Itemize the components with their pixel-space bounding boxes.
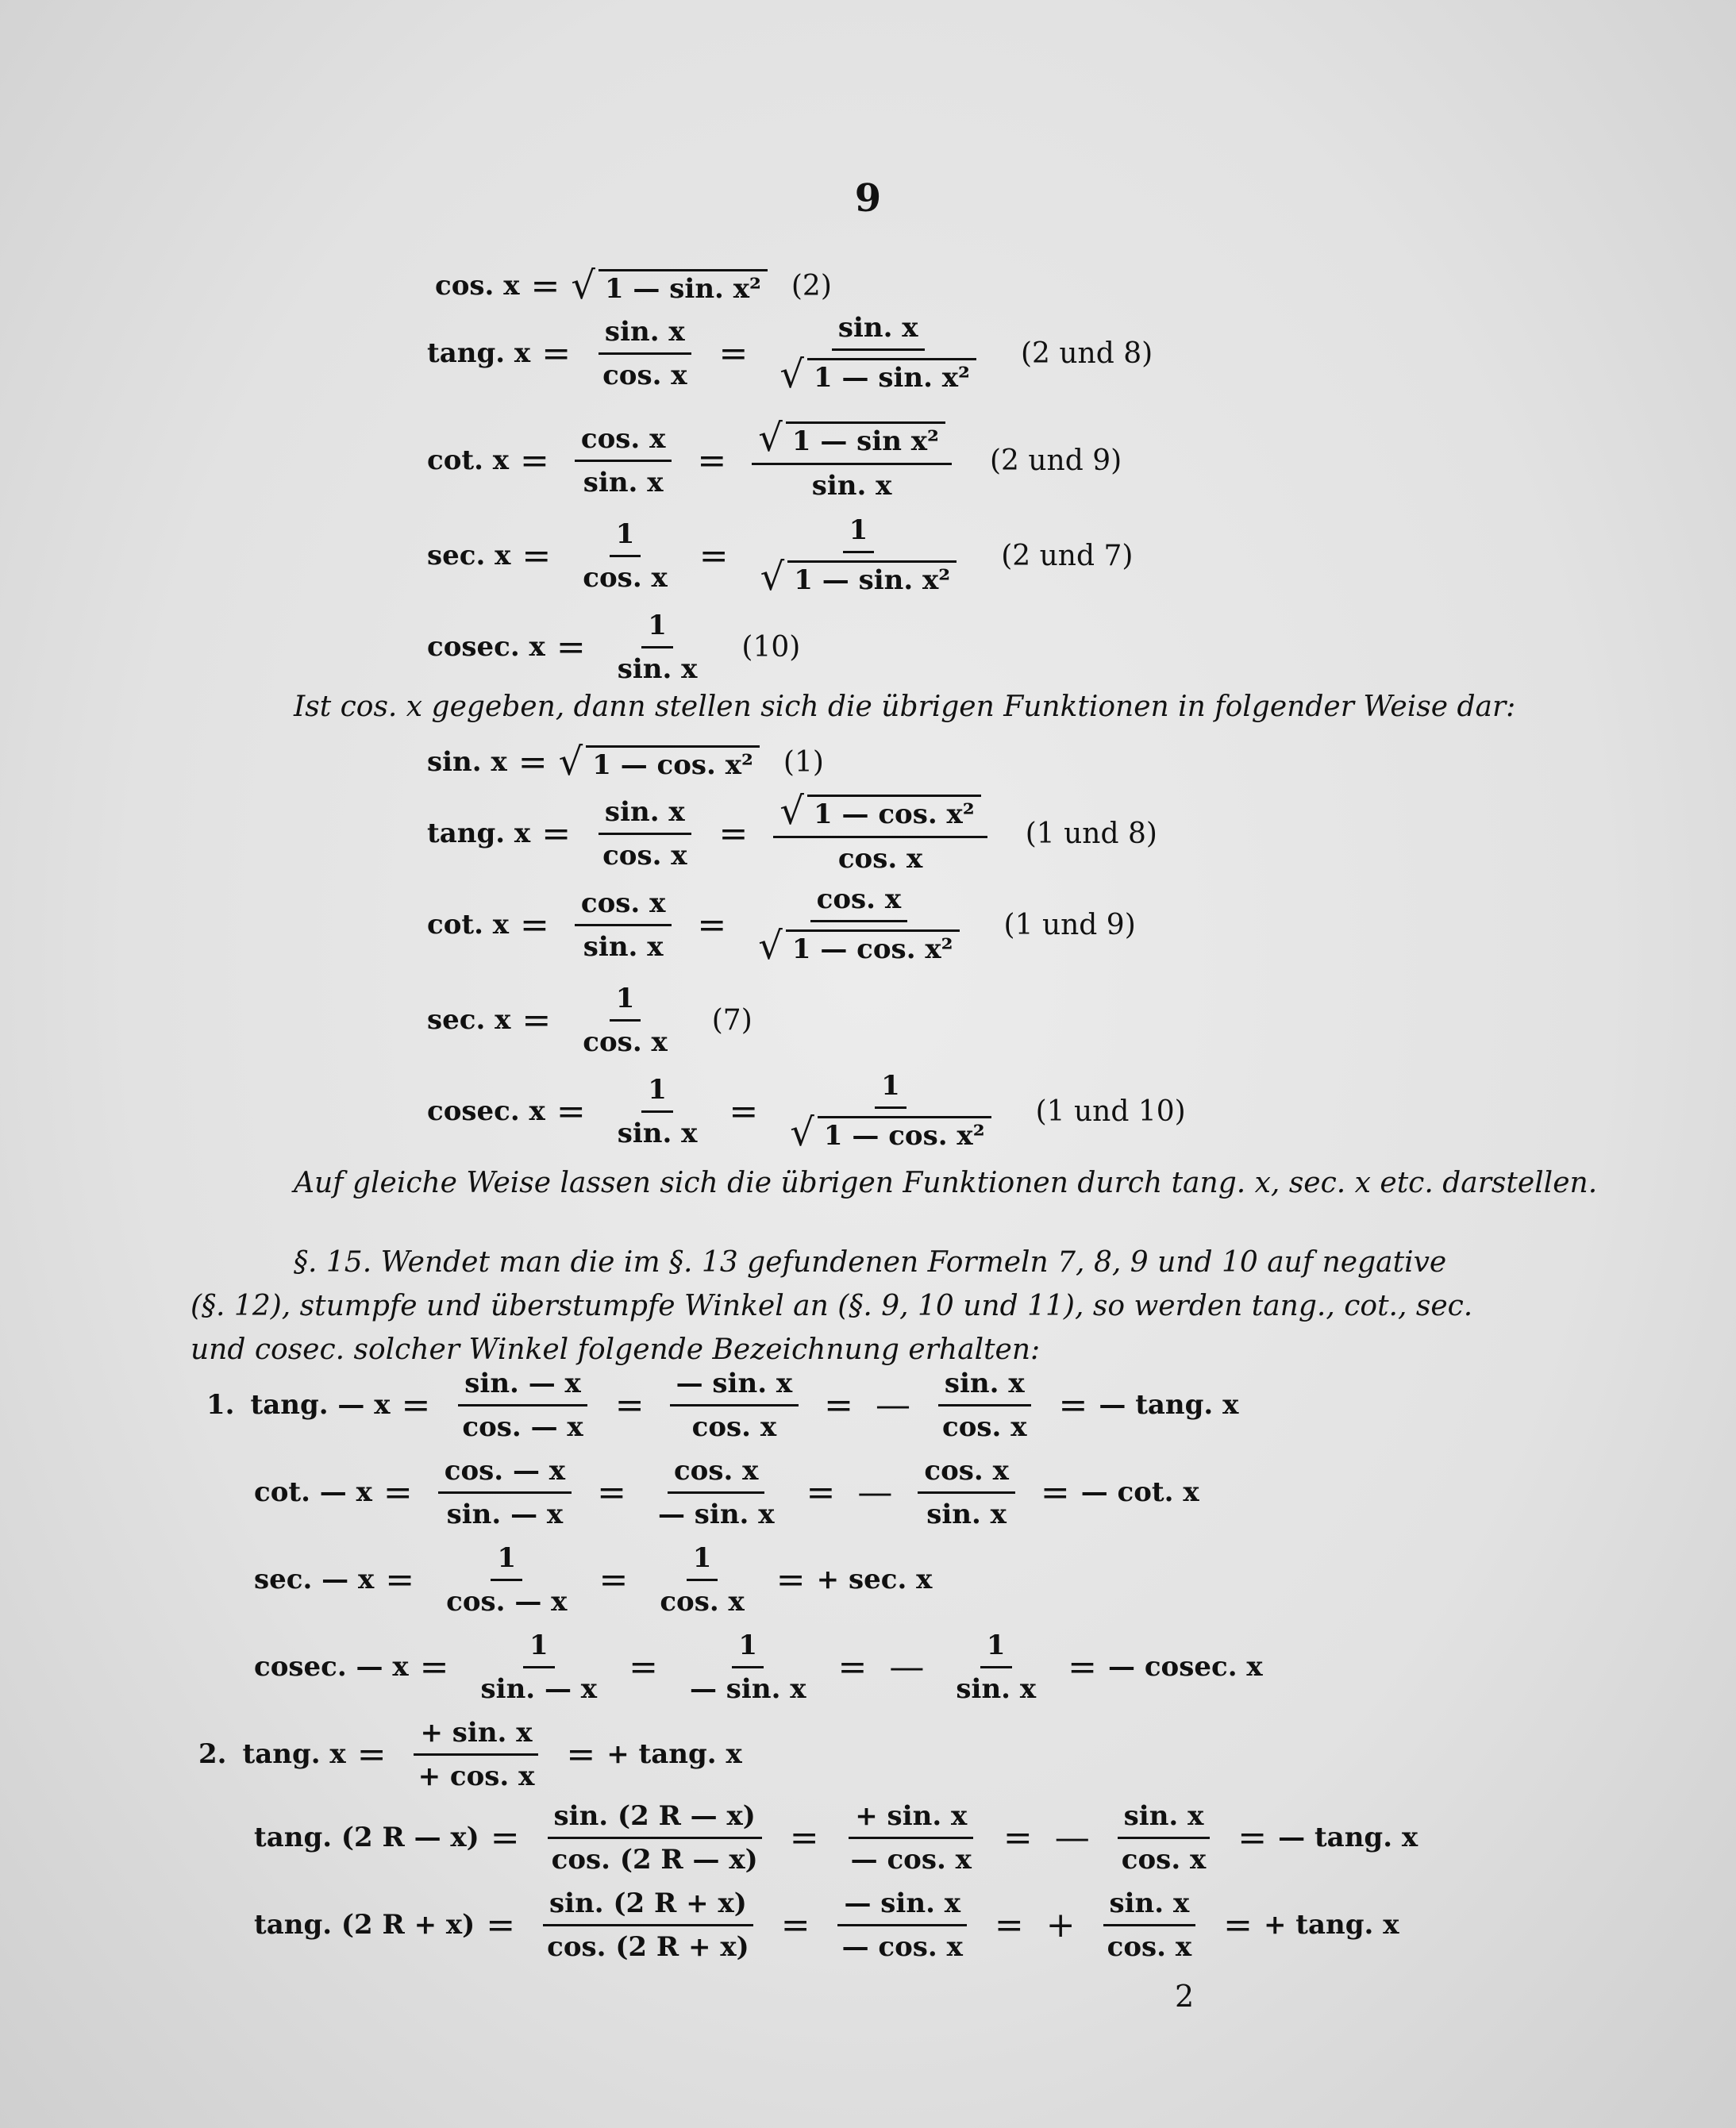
para15-line1: §. 15. Wendet man die im §. 13 gefundenen Formeln 7, 8, 9 und 10 auf negative (294, 1246, 1447, 1279)
eq-neg-cosec: cosec. — x = $\frac{1}{\sin. — x}$ = $\frac{1}{— \sin. x}$ = — $\frac{1}{\sin. x}$ = — cosec. x (254, 1629, 1263, 1705)
eq-neg-tang: 1. tang. — x = $\frac{\sin. — x}{\cos. — x}$ = $\frac{— \sin. x}{\cos. x}$ = — $\frac{\sin. x}{\cos. x}$ = — tang. x (206, 1367, 1239, 1443)
eq-obt-tang: 2. tang. x = $\frac{+ \sin. x}{+ \cos. x}$ = + tang. x (198, 1716, 742, 1792)
eq-sec-from-cos: sec. x = $\frac{1}{\cos. x}$ (7) (427, 982, 753, 1058)
eq-cot-from-cos: cot. x = $\frac{\cos. x}{\sin. x}$ = cos. x √ 1 — cos. x² (1 und 9) (427, 883, 1136, 968)
eq-cosec-from-sin: cosec. x = $\frac{1}{\sin. x}$ (10) (427, 609, 801, 685)
para15-line3: und cosec. solcher Winkel folgende Bezeichnung erhalten: (191, 1333, 1041, 1366)
page-number: 9 (854, 176, 882, 221)
eq-cosec-from-cos: cosec. x = $\frac{1}{\sin. x}$ = 1 √ 1 — cos. x² (1 und 10) (427, 1070, 1186, 1155)
eq-neg-sec: sec. — x = $\frac{1}{\cos. — x}$ = $\frac{1}{\cos. x}$ = + sec. x (254, 1541, 933, 1618)
eq-tang-from-cos: tang. x = $\frac{\sin. x}{\cos. x}$ = √ 1 — cos. x² cos. x (1 und 8) (427, 789, 1157, 875)
eq-neg-cot: cot. — x = $\frac{\cos. — x}{\sin. — x}$ = $\frac{\cos. x}{— \sin. x}$ = — $\frac{\cos. x}{\sin. x}$ = — cot. x (254, 1454, 1199, 1530)
text-cos-given: Ist cos. x gegeben, dann stellen sich die übrigen Funktionen in folgender Weise dar: (294, 691, 1516, 723)
eq-obt-tang-2r-plus: tang. (2 R + x) = $\frac{\sin. (2 R + x)}{\cos. (2 R + x)}$ = $\frac{— \sin. x}{— \cos. x}$ = + $\frac{\sin. x}{\cos. x}$ = + tang. x (254, 1887, 1399, 1963)
para15-line2: (§. 12), stumpfe und überstumpfe Winkel an (§. 9, 10 und 11), so werden tang., cot., sec. (191, 1290, 1473, 1322)
eq-sin-from-cos: sin. x = √ 1 — cos. x² (1) (427, 740, 824, 784)
eq-cot-from-sin: cot. x = $\frac{\cos. x}{\sin. x}$ = √ 1 — sin x² sin. x (2 und 9) (427, 416, 1122, 502)
eq-tang-from-sin: tang. x = $\frac{\sin. x}{\cos. x}$ = sin. x √ 1 — sin. x² (2 und 8) (427, 312, 1153, 397)
footer-signature: 2 (1175, 1979, 1195, 2014)
text-similar: Auf gleiche Weise lassen sich die übrigen Funktionen durch tang. x, sec. x etc. darstellen. (294, 1167, 1598, 1199)
eq-cos-from-sin: cos. x = √ 1 — sin. x² (2) (435, 264, 832, 308)
eq-obt-tang-2r-minus: tang. (2 R — x) = $\frac{\sin. (2 R — x)}{\cos. (2 R — x)}$ = $\frac{+ \sin. x}{— \cos. x}$ = — $\frac{\sin. x}{\cos. x}$ = — tang. x (254, 1799, 1418, 1876)
eq-sec-from-sin: sec. x = $\frac{1}{\cos. x}$ = 1 √ 1 — sin. x² (2 und 7) (427, 514, 1134, 599)
